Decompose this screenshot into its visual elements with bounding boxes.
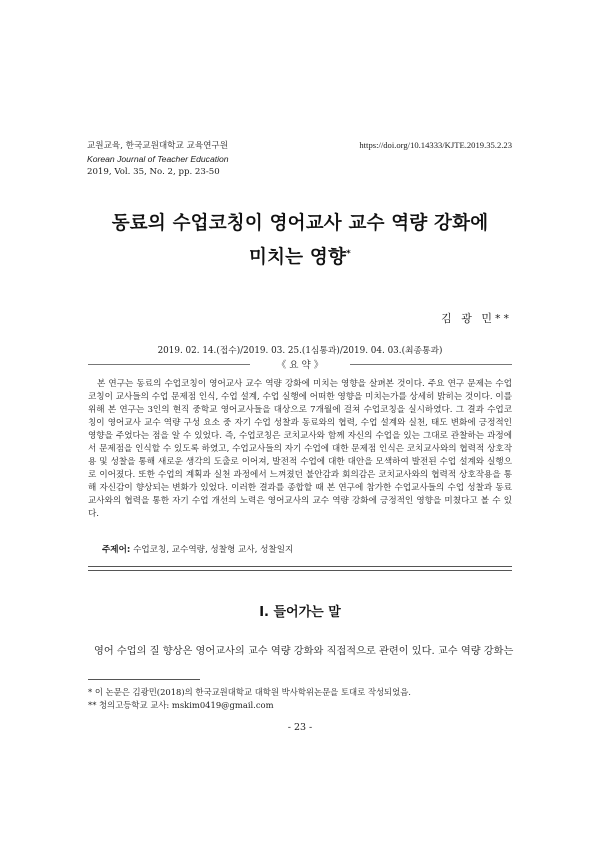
volume-line: 2019, Vol. 35, No. 2, pp. 23-50: [87, 167, 220, 177]
section-heading: Ⅰ. 들어가는 말: [259, 605, 341, 620]
doi-link[interactable]: https://doi.org/10.14333/KJTE.2019.35.2.23: [359, 140, 512, 150]
title-line-2: 미치는 영향: [249, 247, 347, 269]
section-divider-top: [88, 566, 512, 567]
author-name: 김 광 민**: [441, 312, 512, 325]
submission-dates: 2019. 02. 14.(접수)/2019. 03. 25.(1심통과)/2019. 04. 03.(최종통과): [157, 346, 443, 356]
title-line-1: 동료의 수업코칭이 영어교사 교수 역량 강화에: [111, 213, 489, 234]
page-number: - 23 -: [287, 722, 313, 733]
keywords-list: 수업코칭, 교수역량, 성찰형 교사, 성찰일지: [133, 545, 294, 555]
keywords-label: 주제어:: [102, 545, 131, 555]
title-footnote-mark: *: [346, 249, 351, 259]
journal-header: [87, 140, 229, 179]
abstract-divider-right: [350, 364, 512, 365]
journal-name: Korean Journal of Teacher Education: [87, 154, 229, 164]
abstract-heading: [88, 357, 512, 371]
publisher-line: 교원교육, 한국교원대학교 교육연구원: [87, 141, 229, 151]
abstract-text: 본 연구는 동료의 수업코칭이 영어교사 교수 역량 강화에 미치는 영향을 살펴본 것이다. 주요 연구 문제는 수업코칭이 교사들의 수업 문제점 인식, 수업 설계, 수업 실행에 어떠한 영향을 미치는가를 상세히 밝히는 것이다. 이를 위해 본 연구는 3인의 현직 중학교 영어교사들을 대상으로 7개월에 걸쳐 수업코칭을 실시하였다. 그 결과 수업코칭이 영어교사 교수 역량 구성 요소 중 자기 수업 성찰과 동료와의 협력, 수업 설계와 실천, 태도 변화에 긍정적인 영향을 주었다는 점을 알 수 있었다. 즉, 수업코칭은 코치교사와 함께 자신의 수업을 있는 그대로 관찰하는 과정에서 문제점을 인식할 수 있도록 하였고, 수업교사들의 자기 수업에 대한 문제점 인식은 코치교사와의 협력적 상호작용 및 성찰을 통해 새로운 생각의 도출로 이어져, 발전적 수업에 대한 대안을 모색하여 발전된 수업 설계와 실행으로 이어졌다. 또한 수업의 계획과 실천 과정에서 느껴졌던 불안감과 회의감은 코치교사와의 협력적 상호작용을 통해 자신감이 향상되는 변화가 있었다. 이러한 결과를 종합할 때 본 연구에 참가한 수업교사들의 수업 성찰과 동료교사와의 협력을 통한 자기 수업 개선의 노력은 영어교사의 교수 역량 강화에 긍정적인 영향을 미쳤다고 볼 수 있다.: [88, 379, 512, 519]
abstract-label: 《 요 약 》: [276, 360, 324, 371]
footnote-1: * 이 논문은 김광민(2018)의 한국교원대학교 대학원 박사학위논문을 토대로 작성되었음.: [88, 687, 411, 697]
footnote-2: ** 청의고등학교 교사: mskim0419@gmail.com: [88, 700, 274, 710]
footnotes: [88, 686, 411, 712]
keywords: [102, 543, 293, 555]
body-paragraph: 영어 수업의 질 향상은 영어교사의 교수 역량 강화와 직접적으로 관련이 있다. 교수 역량 강화는: [94, 646, 514, 657]
section-divider-bottom: [88, 570, 512, 571]
footnote-divider: [88, 679, 200, 680]
paper-title: [60, 208, 540, 273]
